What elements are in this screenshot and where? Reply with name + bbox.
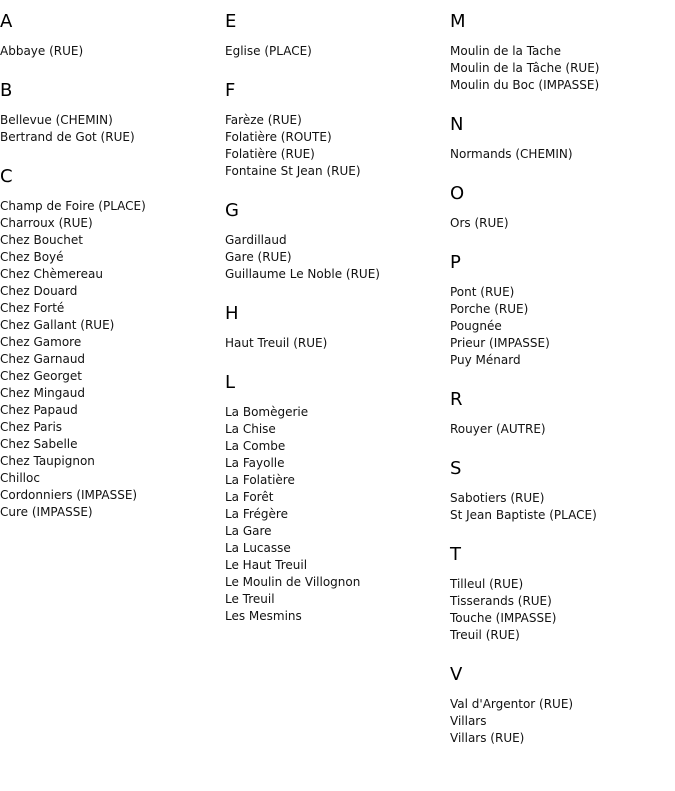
street-link[interactable]: La Lucasse — [225, 541, 291, 555]
street-link[interactable]: Le Moulin de Villognon — [225, 575, 361, 589]
letter-group — [450, 11, 672, 94]
street-link[interactable]: Touche (IMPASSE) — [450, 611, 557, 625]
street-link[interactable]: Moulin de la Tache — [450, 44, 561, 58]
letter-heading: T — [450, 544, 461, 565]
letter-group — [225, 372, 447, 625]
street-link[interactable]: St Jean Baptiste (PLACE) — [450, 508, 597, 522]
street-link[interactable]: La Combe — [225, 439, 286, 453]
street-link[interactable]: Normands (CHEMIN) — [450, 147, 573, 161]
street-link[interactable]: Les Mesmins — [225, 609, 302, 623]
letter-heading: R — [450, 389, 463, 410]
street-link[interactable]: La Forêt — [225, 490, 274, 504]
street-link[interactable]: Chez Paris — [0, 420, 63, 434]
street-link[interactable]: Chez Douard — [0, 284, 78, 298]
index-column-1 — [0, 11, 222, 541]
street-list — [450, 576, 672, 644]
letter-group — [450, 252, 672, 369]
letter-group — [450, 183, 672, 232]
street-link[interactable]: Chez Sabelle — [0, 437, 78, 451]
street-link[interactable]: Chez Gallant (RUE) — [0, 318, 115, 332]
street-list — [450, 284, 672, 369]
street-link[interactable]: La Bomègerie — [225, 405, 309, 419]
street-list — [450, 696, 672, 747]
street-link[interactable]: Folatière (RUE) — [225, 147, 315, 161]
street-link[interactable]: La Frégère — [225, 507, 288, 521]
street-list — [450, 215, 672, 232]
street-link[interactable]: La Folatière — [225, 473, 295, 487]
index-column-3 — [450, 11, 672, 767]
letter-heading: A — [0, 11, 13, 32]
letter-heading: M — [450, 11, 466, 32]
letter-heading: S — [450, 458, 462, 479]
street-link[interactable]: Pont (RUE) — [450, 285, 515, 299]
street-link[interactable]: Tisserands (RUE) — [450, 594, 552, 608]
letter-heading: V — [450, 664, 463, 685]
letter-heading: N — [450, 114, 464, 135]
street-link[interactable]: La Chise — [225, 422, 276, 436]
street-link[interactable]: Villars (RUE) — [450, 731, 525, 745]
street-link[interactable]: Chez Boyé — [0, 250, 64, 264]
street-link[interactable]: Moulin de la Tâche (RUE) — [450, 61, 600, 75]
letter-group — [0, 11, 222, 60]
street-list — [225, 335, 447, 352]
street-link[interactable]: Chilloc — [0, 471, 40, 485]
letter-heading: C — [0, 166, 13, 187]
street-link[interactable]: Rouyer (AUTRE) — [450, 422, 546, 436]
street-link[interactable]: Chez Garnaud — [0, 352, 86, 366]
letter-group — [450, 664, 672, 747]
street-link[interactable]: Gardillaud — [225, 233, 287, 247]
street-link[interactable]: Porche (RUE) — [450, 302, 529, 316]
letter-heading: G — [225, 200, 239, 221]
street-link[interactable]: Folatière (ROUTE) — [225, 130, 332, 144]
street-link[interactable]: Guillaume Le Noble (RUE) — [225, 267, 380, 281]
street-list — [0, 112, 222, 146]
street-link[interactable]: Chez Forté — [0, 301, 65, 315]
letter-heading: P — [450, 252, 461, 273]
street-link[interactable]: Fontaine St Jean (RUE) — [225, 164, 361, 178]
letter-group — [225, 11, 447, 60]
letter-group — [450, 114, 672, 163]
street-link[interactable]: Chez Chèmereau — [0, 267, 103, 281]
street-link[interactable]: Treuil (RUE) — [450, 628, 520, 642]
street-list — [0, 198, 222, 521]
letter-group — [450, 458, 672, 524]
street-link[interactable]: Le Treuil — [225, 592, 275, 606]
street-link[interactable]: Chez Bouchet — [0, 233, 83, 247]
street-list — [450, 146, 672, 163]
street-link[interactable]: Haut Treuil (RUE) — [225, 336, 328, 350]
street-link[interactable]: La Fayolle — [225, 456, 285, 470]
street-list — [225, 232, 447, 283]
street-link[interactable]: Tilleul (RUE) — [450, 577, 524, 591]
street-link[interactable]: Cure (IMPASSE) — [0, 505, 93, 519]
street-link[interactable]: Chez Gamore — [0, 335, 82, 349]
letter-group — [0, 80, 222, 146]
street-link[interactable]: Sabotiers (RUE) — [450, 491, 545, 505]
letter-group — [450, 389, 672, 438]
street-link[interactable]: Eglise (PLACE) — [225, 44, 312, 58]
street-link[interactable]: Chez Taupignon — [0, 454, 95, 468]
street-link[interactable]: Gare (RUE) — [225, 250, 292, 264]
street-link[interactable]: Bellevue (CHEMIN) — [0, 113, 113, 127]
street-link[interactable]: Le Haut Treuil — [225, 558, 308, 572]
street-list — [225, 43, 447, 60]
letter-group — [0, 166, 222, 521]
street-list — [225, 112, 447, 180]
street-list — [225, 404, 447, 625]
index-column-2 — [225, 11, 447, 645]
letter-group — [225, 200, 447, 283]
letter-heading: B — [0, 80, 13, 101]
street-link[interactable]: Pougnée — [450, 319, 502, 333]
street-link[interactable]: Champ de Foire (PLACE) — [0, 199, 146, 213]
letter-heading: O — [450, 183, 465, 204]
letter-group — [450, 544, 672, 644]
street-link[interactable]: Bertrand de Got (RUE) — [0, 130, 135, 144]
street-link[interactable]: Abbaye (RUE) — [0, 44, 84, 58]
letter-group — [225, 80, 447, 180]
letter-heading: E — [225, 11, 237, 32]
letter-group — [225, 303, 447, 352]
letter-heading: L — [225, 372, 236, 393]
street-link[interactable]: Charroux (RUE) — [0, 216, 93, 230]
street-list — [450, 421, 672, 438]
street-link[interactable]: Chez Mingaud — [0, 386, 85, 400]
street-link[interactable]: Cordonniers (IMPASSE) — [0, 488, 138, 502]
street-link[interactable]: Villars — [450, 714, 487, 728]
letter-heading: H — [225, 303, 239, 324]
street-list — [0, 43, 222, 60]
street-list — [450, 43, 672, 94]
street-link[interactable]: Puy Ménard — [450, 353, 521, 367]
letter-heading: F — [225, 80, 236, 101]
street-link[interactable]: Val d'Argentor (RUE) — [450, 697, 574, 711]
street-link[interactable]: Chez Georget — [0, 369, 82, 383]
street-link[interactable]: Moulin du Boc (IMPASSE) — [450, 78, 600, 92]
street-link[interactable]: Chez Papaud — [0, 403, 78, 417]
street-link[interactable]: La Gare — [225, 524, 272, 538]
street-link[interactable]: Farèze (RUE) — [225, 113, 302, 127]
street-list — [450, 490, 672, 524]
street-link[interactable]: Ors (RUE) — [450, 216, 509, 230]
street-link[interactable]: Prieur (IMPASSE) — [450, 336, 550, 350]
